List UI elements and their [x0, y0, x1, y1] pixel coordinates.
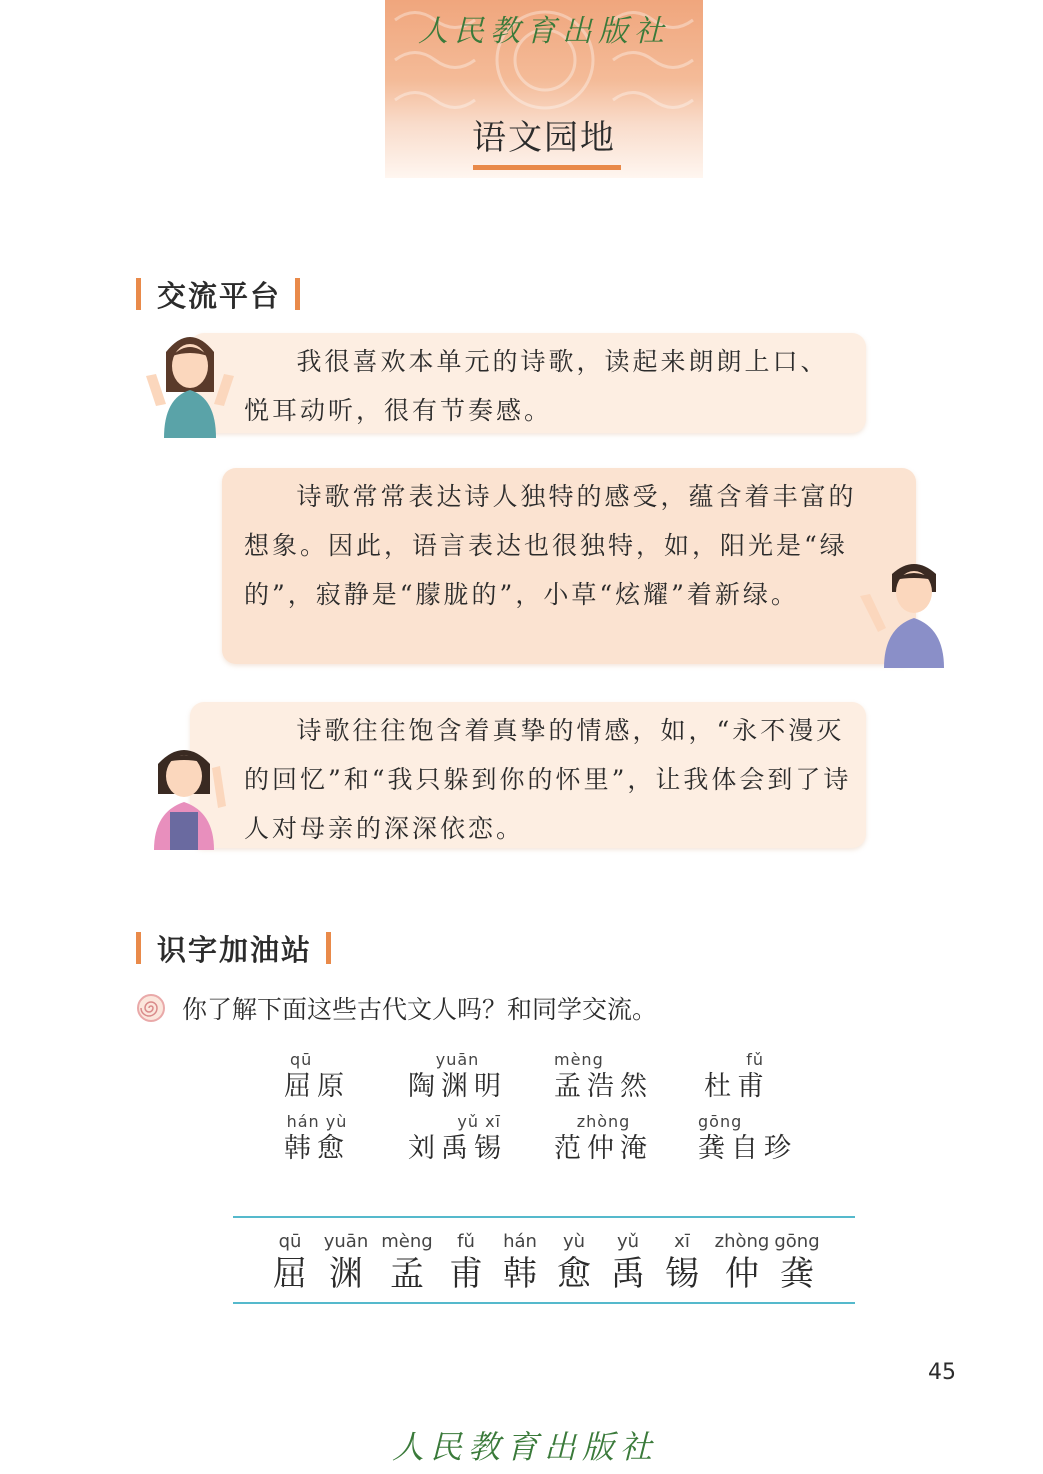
page-number: 45 — [928, 1360, 956, 1385]
literacy-char — [767, 1230, 827, 1294]
char-pinyin: yǔ — [616, 1231, 640, 1252]
literacy-char — [598, 1230, 658, 1294]
char-pinyin: qū — [278, 1231, 302, 1252]
heading-bar-right — [326, 932, 331, 964]
literacy-char — [712, 1230, 772, 1294]
char-pinyin: gōng — [774, 1231, 820, 1252]
heading-bar-left — [136, 278, 141, 310]
char-hanzi: 仲 — [725, 1254, 759, 1294]
header-banner — [385, 0, 703, 178]
section-heading-label: 交流平台 — [157, 278, 282, 313]
girl-avatar-icon — [136, 322, 244, 438]
char-hanzi: 禹 — [611, 1254, 645, 1294]
name-text: 范仲淹 — [554, 1133, 653, 1164]
publisher-logo-top: 人民教育出版社 — [418, 14, 670, 49]
name-pinyin: gōng — [698, 1112, 743, 1131]
bubble-text-1: 我很喜欢本单元的诗歌，读起来朗朗上口、悦耳动听，很有节奏感。 — [244, 347, 829, 425]
poet-name — [698, 1112, 797, 1166]
name-text: 龚自珍 — [698, 1133, 797, 1164]
title-underline — [473, 165, 621, 170]
char-hanzi: 龚 — [780, 1254, 814, 1294]
literacy-char — [544, 1230, 604, 1294]
char-pinyin: fǔ — [457, 1231, 475, 1252]
name-pinyin: fǔ — [746, 1050, 764, 1069]
poet-name — [408, 1112, 507, 1166]
girl-avatar-2-icon — [132, 738, 240, 850]
name-text: 屈原 — [284, 1071, 350, 1102]
char-pinyin: zhòng — [714, 1231, 770, 1252]
boy-avatar-icon — [856, 556, 962, 668]
speech-bubble-1 — [190, 333, 866, 433]
char-hanzi: 渊 — [329, 1254, 363, 1294]
page-title: 语文园地 — [472, 118, 616, 158]
char-hanzi: 韩 — [503, 1254, 537, 1294]
char-hanzi: 愈 — [557, 1254, 591, 1294]
char-pinyin: hán — [503, 1231, 537, 1252]
publisher-logo-bottom: 人民教育出版社 — [391, 1428, 658, 1466]
name-text: 韩愈 — [284, 1133, 350, 1164]
bubble-text-2: 诗歌常常表达诗人独特的感受，蕴含着丰富的想象。因此，语言表达也很独特，如，阳光是“绿的”，寂静是“朦胧的”，小草“炫耀”着新绿。 — [244, 482, 857, 609]
char-hanzi: 锡 — [665, 1254, 699, 1294]
name-pinyin: qū — [290, 1050, 313, 1069]
name-pinyin: mèng — [554, 1050, 604, 1069]
literacy-char — [316, 1230, 376, 1294]
instruction — [136, 988, 657, 1028]
bubble-text-3: 诗歌往往饱含着真挚的情感，如，“永不漫灭的回忆”和“我只躲到你的怀里”，让我体会到了诗人对母亲的深深依恋。 — [244, 716, 852, 843]
poet-name — [284, 1112, 350, 1166]
name-text: 杜甫 — [704, 1071, 770, 1102]
speech-bubble-2 — [222, 468, 916, 664]
name-text: 孟浩然 — [554, 1071, 653, 1102]
char-hanzi: 屈 — [273, 1254, 307, 1294]
poet-name — [408, 1050, 507, 1104]
heading-bar-right — [295, 278, 300, 310]
name-text: 刘禹锡 — [408, 1133, 507, 1164]
strip-top-line — [233, 1216, 855, 1218]
char-pinyin: yù — [562, 1231, 586, 1252]
name-pinyin: hán yù — [286, 1112, 348, 1131]
char-hanzi: 甫 — [449, 1254, 483, 1294]
heading-bar-left — [136, 932, 141, 964]
literacy-char — [377, 1230, 437, 1294]
strip-bottom-line — [233, 1302, 855, 1304]
section-heading-literacy — [136, 928, 331, 968]
poet-name — [554, 1112, 653, 1166]
char-pinyin: yuān — [323, 1231, 369, 1252]
char-pinyin: xī — [674, 1231, 690, 1252]
name-pinyin: zhòng — [576, 1112, 631, 1131]
poet-name — [704, 1050, 770, 1104]
char-pinyin: mèng — [381, 1231, 433, 1252]
section-heading-label: 识字加油站 — [157, 932, 313, 967]
poet-name — [284, 1050, 350, 1104]
poet-name — [554, 1050, 653, 1104]
speech-bubble-3 — [190, 702, 866, 848]
name-pinyin: yǔ xī — [457, 1112, 501, 1131]
name-text: 陶渊明 — [408, 1071, 507, 1102]
section-heading-exchange — [136, 274, 300, 314]
literacy-char — [652, 1230, 712, 1294]
literacy-char — [436, 1230, 496, 1294]
name-pinyin: yuān — [435, 1050, 480, 1069]
literacy-char — [490, 1230, 550, 1294]
char-hanzi: 孟 — [390, 1254, 424, 1294]
swirl-icon — [136, 993, 166, 1023]
instruction-text: 你了解下面这些古代文人吗？和同学交流。 — [182, 995, 658, 1024]
literacy-char — [260, 1230, 320, 1294]
